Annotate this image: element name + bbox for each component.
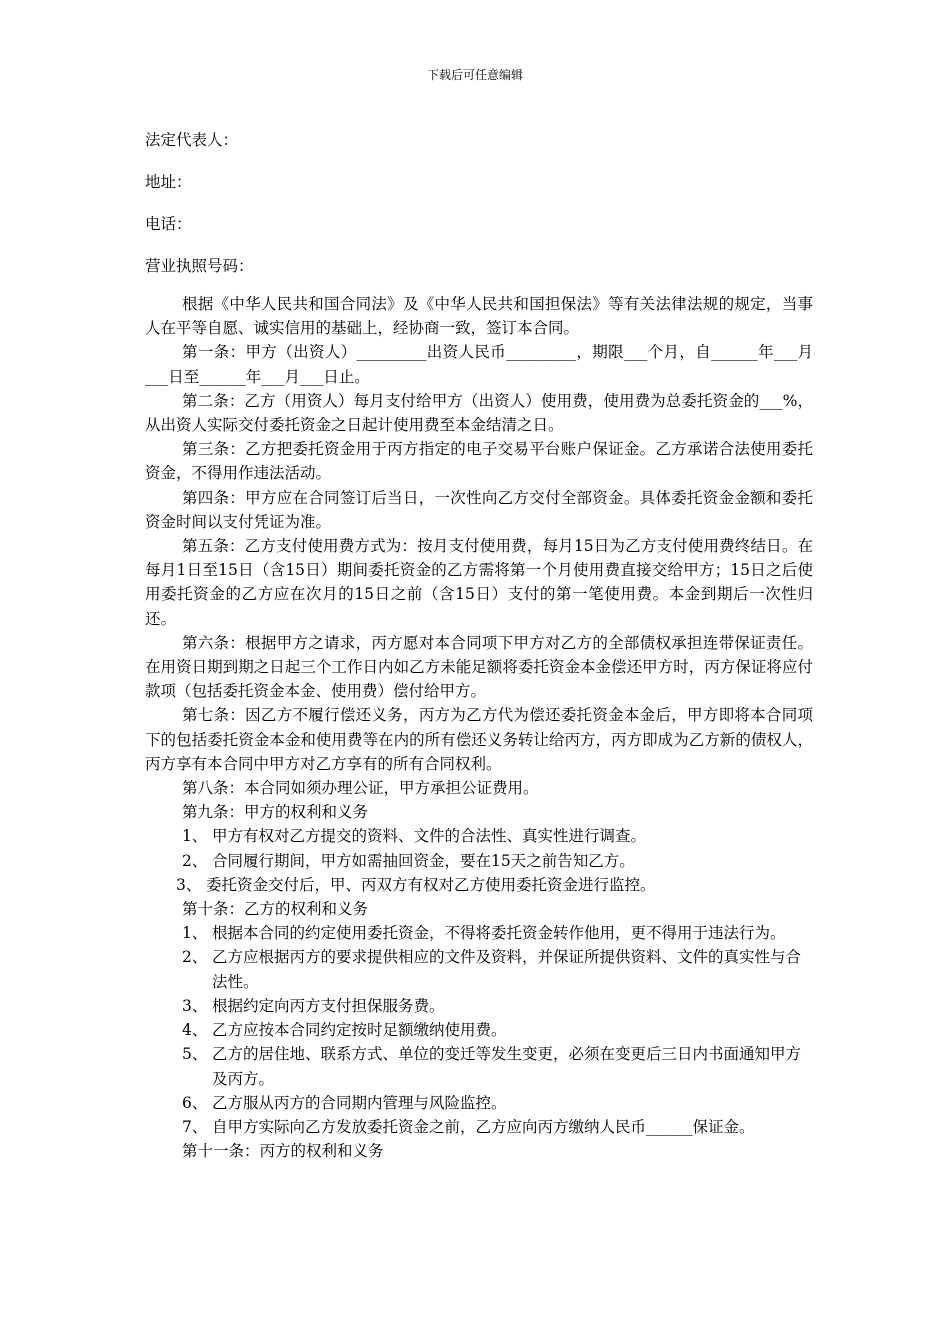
business-license-field: 营业执照号码： (145, 257, 254, 275)
article-5: 第五条：乙方支付使用费方式为：按月支付使用费，每月15日为乙方支付使用费终结日。在每月1日至15日（含15日）期间委托资金的乙方需将第一个月使用费直接交给甲方；15日之后使用委托资金的乙方应在次月的15日之前（含15日）支付的第一笔使用费。本金到期后一次性归还。 (145, 537, 813, 628)
list-item (145, 994, 813, 1018)
article-4: 第四条：甲方应在合同签订后当日，一次性向乙方交付全部资金。具体委托资金金额和委托资金时间以支付凭证为准。 (145, 488, 813, 531)
list-item (145, 824, 813, 848)
list-text: 甲方有权对乙方提交的资料、文件的合法性、真实性进行调查。 (212, 827, 647, 846)
list-text: 乙方服从丙方的合同期内管理与风险监控。 (212, 1093, 507, 1112)
list-number: 5、 (182, 1045, 208, 1064)
list-number: 1、 (182, 924, 208, 943)
list-item (145, 945, 813, 993)
list-number: 6、 (182, 1093, 208, 1112)
list-text: 根据约定向丙方支付担保服务费。 (212, 996, 445, 1015)
article-1: 第一条：甲方（出资人）_________出资人民币_________，期限___个月，自______年___月___日至______年___月___日止。 (145, 343, 813, 386)
article-6: 第六条：根据甲方之请求，丙方愿对本合同项下甲方对乙方的全部债权承担连带保证责任。在用资日期到期之日起三个工作日内如乙方未能足额将委托资金本金偿还甲方时，丙方保证将应付款项（包括委托资金本金、使用费）偿付给甲方。 (145, 633, 813, 701)
page-header: 下载后可任意编辑 (426, 68, 523, 82)
list-number: 3、 (182, 996, 208, 1015)
list-text: 乙方应根据丙方的要求提供相应的文件及资料，并保证所提供资料、文件的真实性与合法性。 (212, 948, 802, 991)
phone-field: 电话： (145, 215, 192, 233)
list-number: 3、 (176, 875, 202, 894)
list-number: 7、 (182, 1117, 208, 1136)
list-number: 4、 (182, 1021, 208, 1040)
list-item (145, 921, 813, 945)
contract-body (145, 292, 813, 1163)
article-9-heading: 第九条：甲方的权利和义务 (182, 803, 369, 822)
list-number: 2、 (182, 851, 208, 870)
list-number: 1、 (182, 827, 208, 846)
list-text: 根据本合同的约定使用委托资金，不得将委托资金转作他用，更不得用于违法行为。 (212, 924, 786, 943)
list-text: 合同履行期间，甲方如需抽回资金，要在15天之前告知乙方。 (212, 851, 635, 870)
article-8: 第八条：本合同如须办理公证，甲方承担公证费用。 (182, 779, 539, 798)
list-item (145, 873, 813, 897)
list-number: 2、 (182, 948, 208, 967)
article-7: 第七条：因乙方不履行偿还义务，丙方为乙方代为偿还委托资金本金后，甲方即将本合同项下的包括委托资金本金和使用费等在内的所有偿还义务转让给丙方，丙方即成为乙方新的债权人，丙方享有本合同中甲方对乙方享有的所有合同权利。 (145, 706, 813, 773)
list-item (145, 849, 813, 873)
list-text: 乙方的居住地、联系方式、单位的变迁等发生变更，必须在变更后三日内书面通知甲方及丙方。 (212, 1045, 802, 1088)
address-field: 地址： (145, 173, 192, 191)
article-3: 第三条：乙方把委托资金用于丙方指定的电子交易平台账户保证金。乙方承诺合法使用委托资金，不得用作违法活动。 (145, 440, 813, 483)
list-text: 自甲方实际向乙方发放委托资金之前，乙方应向丙方缴纳人民币______保证金。 (212, 1117, 755, 1136)
list-text: 乙方应按本合同约定按时足额缴纳使用费。 (212, 1021, 507, 1040)
list-text: 委托资金交付后，甲、丙双方有权对乙方使用委托资金进行监控。 (206, 875, 656, 894)
list-item (145, 1091, 813, 1115)
list-item (145, 1042, 813, 1090)
legal-representative-field: 法定代表人： (145, 131, 239, 149)
intro-paragraph: 根据《中华人民共和国合同法》及《中华人民共和国担保法》等有关法律法规的规定，当事人在平等自愿、诚实信用的基础上，经协商一致，签订本合同。 (145, 295, 813, 338)
list-item (145, 1115, 813, 1139)
list-item (145, 1018, 813, 1042)
article-11-heading: 第十一条：丙方的权利和义务 (182, 1142, 384, 1161)
article-10-heading: 第十条：乙方的权利和义务 (182, 900, 369, 919)
article-2: 第二条：乙方（用资人）每月支付给甲方（出资人）使用费，使用费为总委托资金的___%，从出资人实际交付委托资金之日起计使用费至本金结清之日。 (145, 391, 813, 435)
